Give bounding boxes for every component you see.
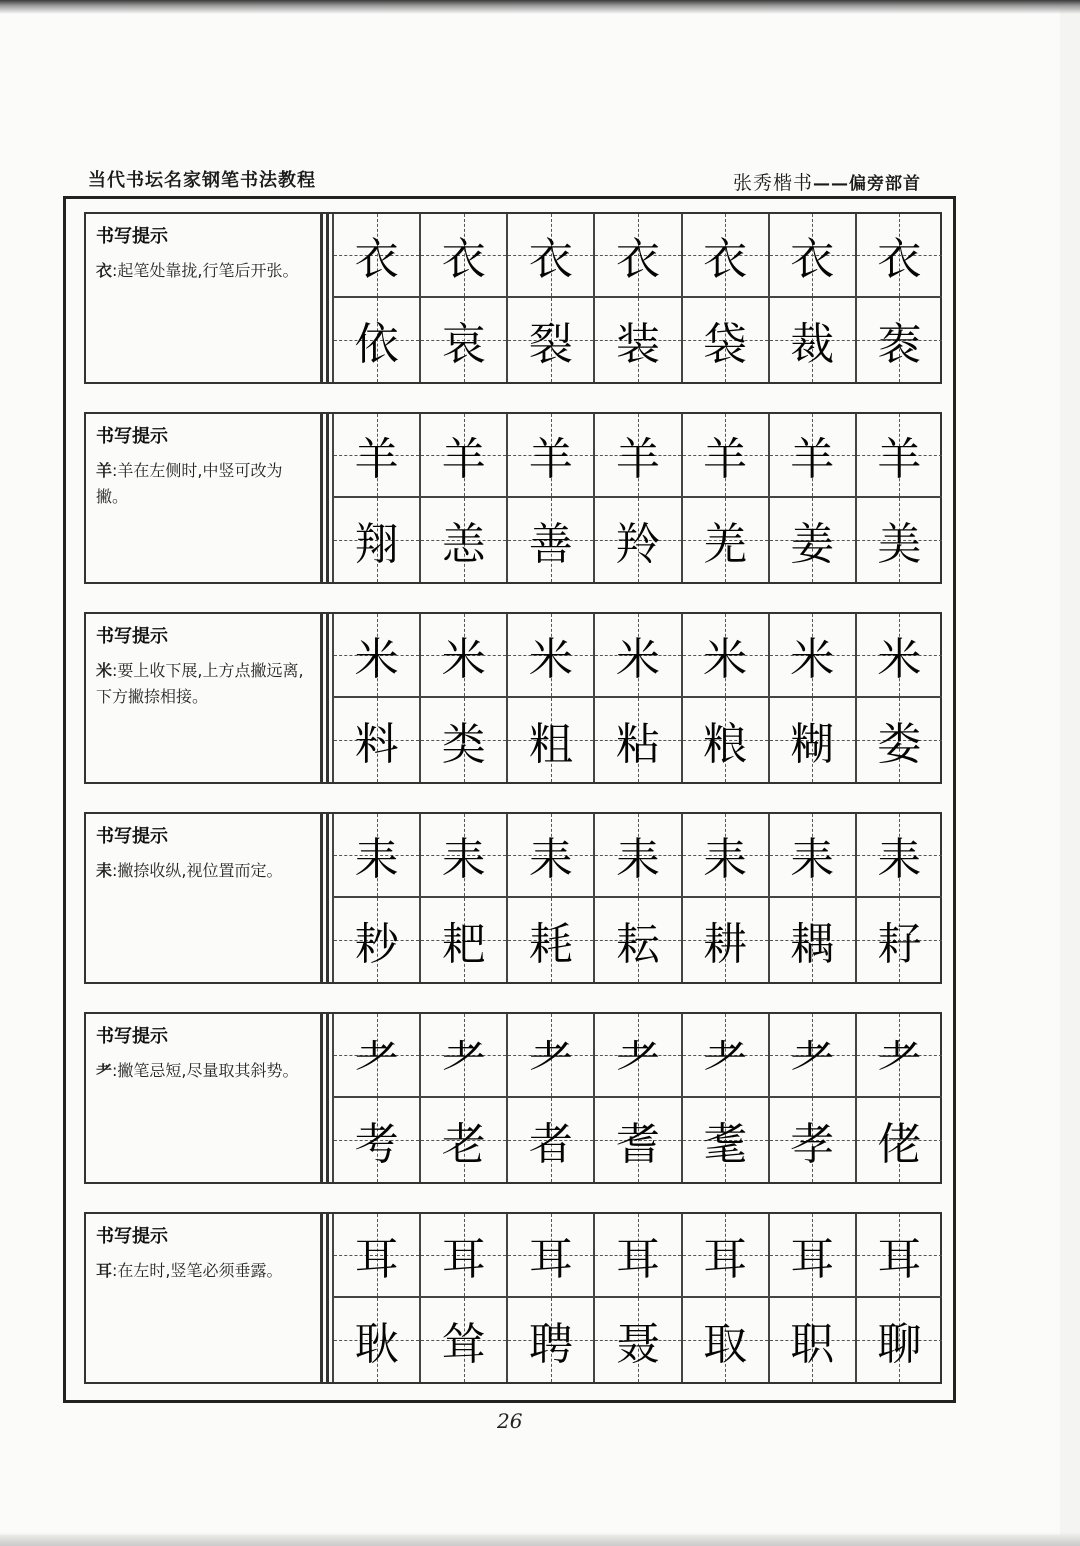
- radical-char: 羊: [354, 434, 399, 485]
- example-char: 耗: [528, 919, 573, 970]
- radical-cell: [768, 1014, 855, 1098]
- radical-cell: [681, 614, 768, 698]
- radical-char: 耳: [528, 1234, 573, 1285]
- radical-char: 衣: [877, 234, 922, 285]
- tip-body: :起笔处靠拢,行笔后开张。: [112, 261, 299, 280]
- example-char: 老: [441, 1119, 486, 1170]
- tip-body: :在左时,竖笔必须垂露。: [112, 1261, 283, 1280]
- practice-section: [84, 212, 942, 384]
- practice-section: [84, 412, 942, 584]
- radical-char: 衣: [790, 234, 835, 285]
- radical-char: 耒: [615, 834, 660, 885]
- radical-cell: [419, 614, 506, 698]
- example-cell: [332, 498, 419, 582]
- radical-char: 耒: [790, 834, 835, 885]
- example-char: 耄: [703, 1119, 748, 1170]
- example-cell: [593, 1098, 680, 1182]
- example-char: 翔: [354, 519, 399, 570]
- example-char: 裂: [528, 319, 573, 370]
- radical-cell: [681, 214, 768, 298]
- tip-title: 书写提示: [96, 826, 168, 847]
- example-cell: [593, 298, 680, 382]
- example-char: 羚: [615, 519, 660, 570]
- column-divider: [326, 214, 329, 382]
- radical-char: 耂: [528, 1034, 573, 1085]
- example-char: 耸: [441, 1319, 486, 1370]
- radical-cell: [855, 414, 942, 498]
- example-char: 耕: [703, 919, 748, 970]
- example-char: 粮: [703, 719, 748, 770]
- character-grid: [332, 214, 942, 382]
- radical-char: 米: [790, 634, 835, 685]
- example-cell: [506, 498, 593, 582]
- radical-char: 羊: [441, 434, 486, 485]
- example-char: 裁: [790, 319, 835, 370]
- radical-cell: [419, 214, 506, 298]
- writing-tip: [86, 1214, 322, 1382]
- radical-cell: [768, 1214, 855, 1298]
- practice-section: [84, 612, 942, 784]
- column-divider: [320, 614, 323, 782]
- practice-section: [84, 1212, 942, 1384]
- radical-char: 米: [441, 634, 486, 685]
- example-cell: [419, 898, 506, 982]
- example-cell: [506, 1098, 593, 1182]
- character-grid: [332, 1014, 942, 1182]
- radical-char: 衣: [615, 234, 660, 285]
- tip-body: :撇捺收纵,视位置而定。: [112, 861, 283, 880]
- radical-cell: [506, 1214, 593, 1298]
- example-cell: [681, 1298, 768, 1382]
- example-char: 耙: [441, 919, 486, 970]
- radical-char: 耒: [877, 834, 922, 885]
- example-char: 恙: [441, 519, 486, 570]
- radical-cell: [419, 1014, 506, 1098]
- example-cell: [419, 1298, 506, 1382]
- example-char: 聊: [877, 1319, 922, 1370]
- book-title: 当代书坛名家钢笔书法教程: [88, 170, 316, 191]
- character-grid: [332, 814, 942, 982]
- radical-cell: [332, 414, 419, 498]
- example-cell: [332, 698, 419, 782]
- radical-char: 米: [528, 634, 573, 685]
- tip-radical: 耂: [96, 1061, 113, 1080]
- radical-cell: [506, 414, 593, 498]
- tip-text: [96, 258, 314, 284]
- radical-char: 耂: [354, 1034, 399, 1085]
- radical-char: 耳: [354, 1234, 399, 1285]
- radical-char: 耳: [877, 1234, 922, 1285]
- radical-cell: [593, 1214, 680, 1298]
- example-char: 耆: [615, 1119, 660, 1170]
- tip-radical: 羊: [96, 461, 113, 480]
- radical-cell: [332, 1214, 419, 1298]
- column-divider: [326, 814, 329, 982]
- example-cell: [506, 1298, 593, 1382]
- example-char: 耖: [354, 919, 399, 970]
- radical-cell: [593, 214, 680, 298]
- radical-cell: [332, 814, 419, 898]
- tip-text: [96, 658, 314, 710]
- example-cell: [419, 498, 506, 582]
- chapter-title-sub: ——偏旁部首: [813, 174, 922, 194]
- example-cell: [506, 298, 593, 382]
- writing-tip: [86, 814, 322, 982]
- example-cell: [332, 898, 419, 982]
- radical-char: 耂: [441, 1034, 486, 1085]
- writing-tip: [86, 414, 322, 582]
- tip-title: 书写提示: [96, 426, 168, 447]
- example-char: 哀: [441, 319, 486, 370]
- example-char: 糊: [790, 719, 835, 770]
- example-cell: [855, 1298, 942, 1382]
- radical-cell: [681, 414, 768, 498]
- example-cell: [593, 498, 680, 582]
- example-cell: [332, 1298, 419, 1382]
- tip-title: 书写提示: [96, 1026, 168, 1047]
- radical-char: 羊: [615, 434, 660, 485]
- example-cell: [855, 698, 942, 782]
- page-number: 26: [497, 1409, 523, 1433]
- example-cell: [419, 298, 506, 382]
- radical-char: 米: [354, 634, 399, 685]
- tip-body: :要上收下展,上方点撇远离,下方撇捺相接。: [96, 661, 304, 706]
- radical-char: 耒: [703, 834, 748, 885]
- example-cell: [593, 698, 680, 782]
- example-char: 佬: [877, 1119, 922, 1170]
- tip-text: [96, 1258, 314, 1284]
- radical-char: 耒: [528, 834, 573, 885]
- example-char: 职: [790, 1319, 835, 1370]
- radical-cell: [419, 1214, 506, 1298]
- radical-cell: [332, 214, 419, 298]
- radical-cell: [681, 1014, 768, 1098]
- example-char: 装: [615, 319, 660, 370]
- example-char: 耦: [790, 919, 835, 970]
- example-cell: [768, 698, 855, 782]
- radical-char: 耂: [790, 1034, 835, 1085]
- radical-char: 羊: [790, 434, 835, 485]
- radical-char: 羊: [528, 434, 573, 485]
- tip-text: [96, 1058, 314, 1084]
- example-char: 袋: [703, 319, 748, 370]
- example-char: 孝: [790, 1119, 835, 1170]
- radical-char: 耂: [615, 1034, 660, 1085]
- tip-radical: 衣: [96, 261, 113, 280]
- example-char: 耘: [615, 919, 660, 970]
- column-divider: [326, 1014, 329, 1182]
- example-char: 类: [441, 719, 486, 770]
- radical-cell: [768, 814, 855, 898]
- radical-char: 耂: [703, 1034, 748, 1085]
- radical-char: 米: [703, 634, 748, 685]
- example-cell: [768, 1298, 855, 1382]
- radical-cell: [593, 414, 680, 498]
- radical-cell: [768, 214, 855, 298]
- radical-char: 米: [877, 634, 922, 685]
- example-cell: [681, 498, 768, 582]
- example-cell: [332, 298, 419, 382]
- example-char: 料: [354, 719, 399, 770]
- example-cell: [681, 298, 768, 382]
- tip-text: [96, 458, 314, 510]
- radical-cell: [855, 814, 942, 898]
- practice-section: [84, 812, 942, 984]
- writing-tip: [86, 214, 322, 382]
- radical-char: 耂: [877, 1034, 922, 1085]
- example-cell: [768, 498, 855, 582]
- tip-radical: 米: [96, 661, 113, 680]
- radical-char: 羊: [703, 434, 748, 485]
- radical-cell: [506, 1014, 593, 1098]
- chapter-title: [733, 168, 921, 195]
- character-grid: [332, 614, 942, 782]
- chapter-title-main: 张秀楷书: [733, 172, 814, 194]
- radical-cell: [593, 814, 680, 898]
- radical-cell: [855, 1214, 942, 1298]
- example-char: 者: [528, 1119, 573, 1170]
- character-grid: [332, 1214, 942, 1382]
- tip-body: :撇笔忌短,尽量取其斜势。: [112, 1061, 299, 1080]
- example-cell: [681, 1098, 768, 1182]
- radical-char: 耳: [790, 1234, 835, 1285]
- tip-body: :羊在左侧时,中竖可改为撇。: [96, 461, 283, 506]
- column-divider: [326, 1214, 329, 1382]
- example-char: 袠: [877, 319, 922, 370]
- column-divider: [320, 1214, 323, 1382]
- radical-char: 衣: [528, 234, 573, 285]
- example-cell: [855, 498, 942, 582]
- radical-cell: [855, 614, 942, 698]
- example-char: 聘: [528, 1319, 573, 1370]
- radical-char: 衣: [354, 234, 399, 285]
- example-cell: [506, 898, 593, 982]
- radical-cell: [681, 1214, 768, 1298]
- example-cell: [506, 698, 593, 782]
- example-cell: [681, 698, 768, 782]
- scan-edge-top: [0, 0, 1080, 14]
- radical-cell: [419, 414, 506, 498]
- tip-title: 书写提示: [96, 1226, 168, 1247]
- radical-cell: [506, 814, 593, 898]
- radical-cell: [419, 814, 506, 898]
- column-divider: [326, 414, 329, 582]
- example-cell: [332, 1098, 419, 1182]
- radical-char: 衣: [703, 234, 748, 285]
- example-char: 考: [354, 1119, 399, 1170]
- radical-cell: [506, 614, 593, 698]
- column-divider: [326, 614, 329, 782]
- column-divider: [320, 414, 323, 582]
- tip-radical: 耳: [96, 1261, 113, 1280]
- radical-cell: [593, 1014, 680, 1098]
- example-char: 耿: [354, 1319, 399, 1370]
- column-divider: [320, 214, 323, 382]
- scan-edge-bottom: [0, 1532, 1080, 1546]
- character-grid: [332, 414, 942, 582]
- radical-char: 羊: [877, 434, 922, 485]
- radical-cell: [332, 614, 419, 698]
- example-char: 羌: [703, 519, 748, 570]
- example-cell: [768, 1098, 855, 1182]
- example-char: 善: [528, 519, 573, 570]
- writing-tip: [86, 614, 322, 782]
- radical-cell: [855, 1014, 942, 1098]
- radical-cell: [506, 214, 593, 298]
- radical-cell: [593, 614, 680, 698]
- example-cell: [768, 898, 855, 982]
- example-cell: [419, 1098, 506, 1182]
- example-char: 聂: [615, 1319, 660, 1370]
- example-char: 姜: [790, 519, 835, 570]
- example-cell: [681, 898, 768, 982]
- column-divider: [320, 1014, 323, 1182]
- example-cell: [855, 898, 942, 982]
- example-cell: [593, 898, 680, 982]
- radical-char: 耒: [354, 834, 399, 885]
- column-divider: [320, 814, 323, 982]
- example-char: 依: [354, 319, 399, 370]
- example-cell: [593, 1298, 680, 1382]
- radical-cell: [768, 614, 855, 698]
- example-char: 粘: [615, 719, 660, 770]
- tip-title: 书写提示: [96, 226, 168, 247]
- radical-char: 耒: [441, 834, 486, 885]
- radical-char: 米: [615, 634, 660, 685]
- tip-radical: 耒: [96, 861, 113, 880]
- writing-tip: [86, 1014, 322, 1182]
- example-char: 取: [703, 1319, 748, 1370]
- radical-char: 耳: [703, 1234, 748, 1285]
- example-cell: [768, 298, 855, 382]
- example-char: 美: [877, 519, 922, 570]
- radical-char: 耳: [441, 1234, 486, 1285]
- radical-char: 耳: [615, 1234, 660, 1285]
- example-char: 粗: [528, 719, 573, 770]
- example-cell: [855, 1098, 942, 1182]
- radical-cell: [681, 814, 768, 898]
- radical-cell: [332, 1014, 419, 1098]
- tip-text: [96, 858, 314, 884]
- tip-title: 书写提示: [96, 626, 168, 647]
- example-cell: [855, 298, 942, 382]
- example-char: 耔: [877, 919, 922, 970]
- practice-section: [84, 1012, 942, 1184]
- example-cell: [419, 698, 506, 782]
- radical-cell: [768, 414, 855, 498]
- radical-char: 衣: [441, 234, 486, 285]
- example-char: 娄: [877, 719, 922, 770]
- radical-cell: [855, 214, 942, 298]
